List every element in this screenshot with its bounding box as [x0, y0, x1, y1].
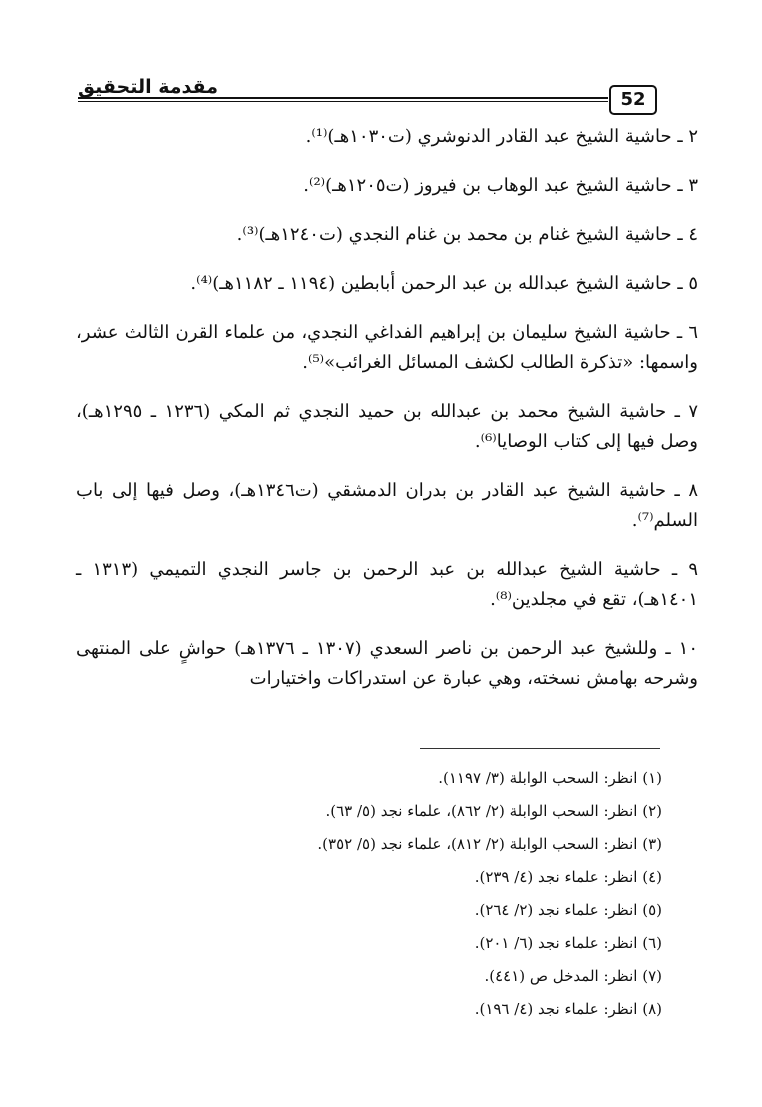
list-item: ٢ ـ حاشية الشيخ عبد القادر الدنوشري (ت١٠٣٠هـ)⁽¹⁾.: [305, 126, 698, 147]
main-text: [76, 122, 698, 713]
list-item: ٤ ـ حاشية الشيخ غنام بن محمد بن غنام النجدي (ت١٢٤٠هـ)⁽³⁾.: [236, 224, 698, 245]
footnote-item: (١) انظر: السحب الوابلة (٣/ ١١٩٧).: [438, 769, 662, 787]
list-item: ٥ ـ حاشية الشيخ عبدالله بن عبد الرحمن أبابطين (١١٩٤ ـ ١١٨٢هـ)⁽⁴⁾.: [190, 273, 698, 294]
header-rule-secondary: [78, 101, 608, 102]
footnote-item: (٥) انظر: علماء نجد (٢/ ٢٦٤).: [474, 901, 662, 919]
footnote-item: (٤) انظر: علماء نجد (٤/ ٢٣٩).: [474, 868, 662, 886]
list-item: ٩ ـ حاشية الشيخ عبدالله بن عبد الرحمن بن جاسر النجدي التميمي (١٣١٣ ـ ١٤٠١هـ)، تقع في مجلدين⁽⁸⁾.: [76, 559, 698, 610]
footnote-item: (٨) انظر: علماء نجد (٤/ ١٩٦).: [474, 1000, 662, 1018]
footnote-item: (٧) انظر: المدخل ص (٤٤١).: [484, 967, 662, 985]
footnote-item: (٢) انظر: السحب الوابلة (٢/ ٨٦٢)، علماء نجد (٥/ ٦٣).: [325, 802, 662, 820]
page-number: 52: [609, 85, 657, 115]
header-rule: [78, 97, 608, 99]
list-item: ١٠ ـ وللشيخ عبد الرحمن بن ناصر السعدي (١٣٠٧ ـ ١٣٧٦هـ) حواشٍ على المنتهى وشرحه بهامش نسخته، وهي عبارة عن استدراكات واختيارات: [76, 638, 699, 689]
list-item: ٨ ـ حاشية الشيخ عبد القادر بن بدران الدمشقي (ت١٣٤٦هـ)، وصل فيها إلى باب السلم⁽⁷⁾.: [76, 480, 698, 531]
list-item: ٦ ـ حاشية الشيخ سليمان بن إبراهيم الفداغي النجدي، من علماء القرن الثالث عشر، واسمها: «تذكرة الطالب لكشف المسائل الغرائب»⁽⁵⁾.: [76, 322, 698, 373]
list-item: ٧ ـ حاشية الشيخ محمد بن عبدالله بن حميد النجدي ثم المكي (١٢٣٦ ـ ١٢٩٥هـ)، وصل فيها إلى كتاب الوصايا⁽⁶⁾.: [76, 401, 699, 452]
footnote-item: (٣) انظر: السحب الوابلة (٢/ ٨١٢)، علماء نجد (٥/ ٣٥٢).: [317, 835, 662, 853]
list-item: ٣ ـ حاشية الشيخ عبد الوهاب بن فيروز (ت١٢٠٥هـ)⁽²⁾.: [303, 175, 698, 196]
running-header-title: مقدمة التحقيق: [78, 76, 218, 98]
footnote-separator: [420, 748, 660, 749]
footnote-item: (٦) انظر: علماء نجد (٦/ ٢٠١).: [474, 934, 662, 952]
footnotes: [140, 762, 662, 1026]
